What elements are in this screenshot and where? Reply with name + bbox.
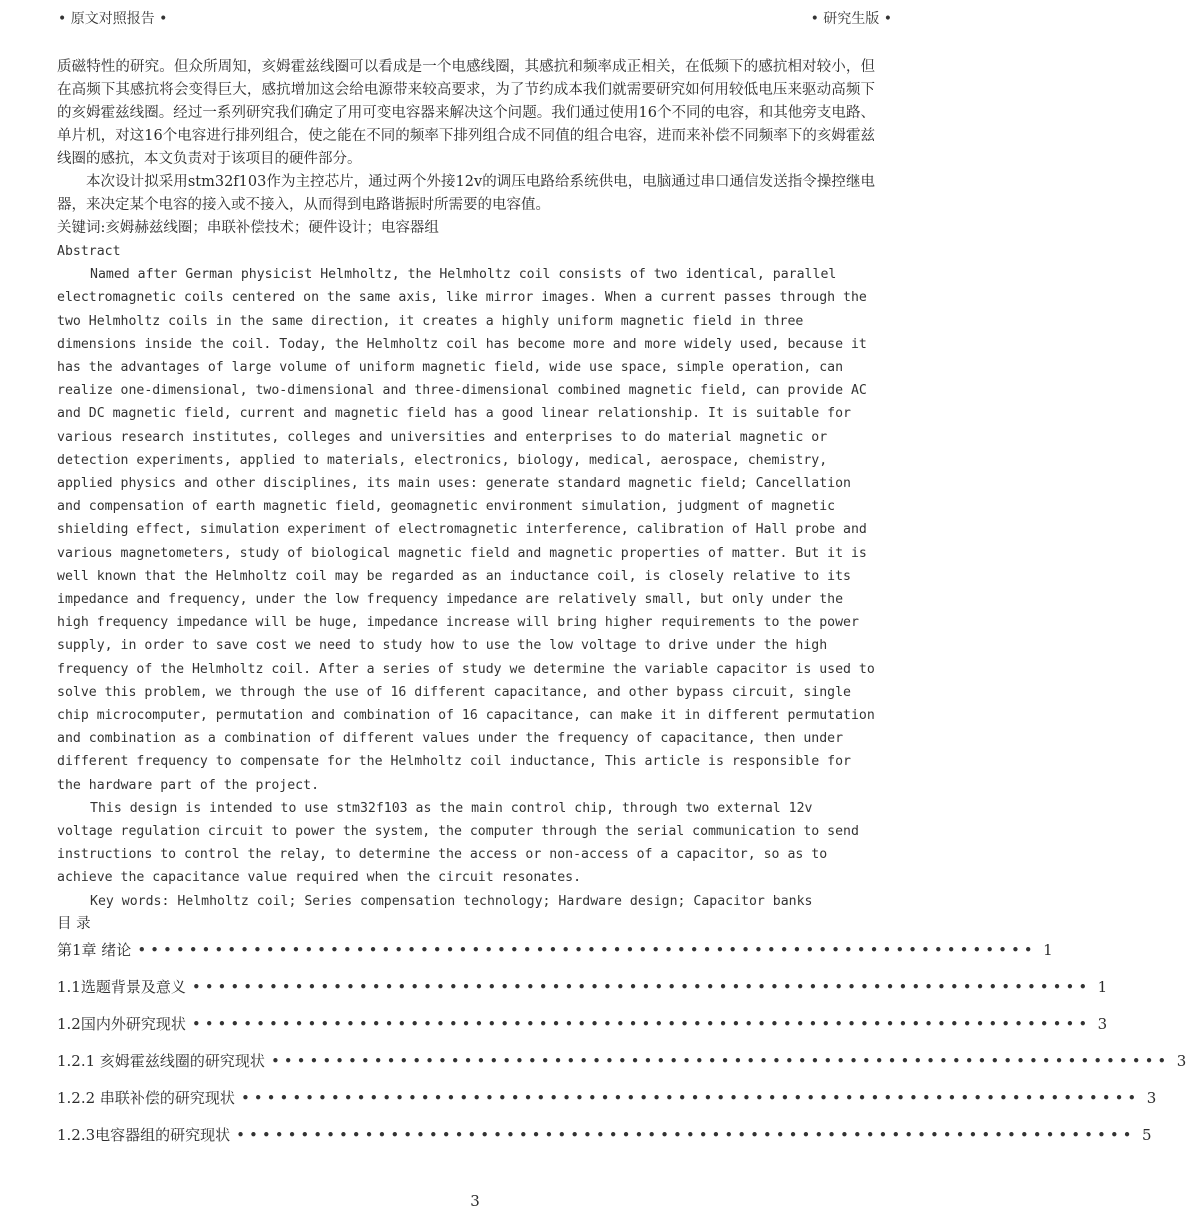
toc-entry-label: 第1章 绪论 <box>57 940 132 959</box>
page-header <box>58 8 892 30</box>
toc-entry-page: 3 <box>1176 1051 1186 1070</box>
toc-leader-dots: •••••••••••••••••••••••••••••••••••••••••••••••••••••••••••••••••••••• <box>270 1051 1171 1070</box>
header-report-label: • 原文对照报告 • <box>58 11 168 27</box>
toc-leader-dots: •••••••••••••••••••••••••••••••••••••••••••••••••••••••••••••••••••••• <box>137 940 1037 959</box>
chinese-paragraph-2: 本次设计拟采用stm32f103作为主控芯片，通过两个外接12v的调压电路给系统供电，电脑通过串口通信发送指令操控继电器，来决定某个电容的接入或不接入，从而得到电路谐振时所需要的电容值。 <box>57 174 875 213</box>
toc-entry <box>57 1087 1157 1124</box>
toc-entry-page: 1 <box>1097 977 1108 996</box>
table-of-contents <box>57 939 1186 1161</box>
english-paragraph-2: This design is intended to use stm32f103 as the main control chip, through two external 12v voltage regulation circuit to power the system, the computer through the serial communication to send instructions to control the relay, to determine the access or non-access of a capacitor, so as to achieve the capacitance value required when the circuit resonates. <box>57 800 859 886</box>
document-body <box>57 56 1186 1161</box>
english-paragraph-1: Named after German physicist Helmholtz, the Helmholtz coil consists of two identical, parallel electromagnetic coils centered on the same axis, like mirror images. When a current passes through the two Helmholtz coils in the same direction, it creates a highly uniform magnetic field in three dimensions inside the coil. Today, the Helmholtz coil has become more and more widely used, because it has the advantages of large volume of uniform magnetic field, wide use space, simple operation, can realize one-dimensional, two-dimensional and three-dimensional combined magnetic field, can provide AC and DC magnetic field, current and magnetic field has a good linear relationship. It is suitable for various research institutes, colleges and universities and enterprises to do material magnetic or detection experiments, applied to materials, electronics, biology, medical, aerospace, chemistry, applied physics and other disciplines, its main uses: generate standard magnetic field; Cancellation and compensation of earth magnetic field, geomagnetic environment simulation, judgment of magnetic shielding effect, simulation experiment of electromagnetic interference, calibration of Hall probe and various magnetometers, study of biological magnetic field and magnetic properties of matter. But it is well known that the Helmholtz coil may be regarded as an inductance coil, is closely relative to its impedance and frequency, under the low frequency impedance are relatively small, but only under the high frequency impedance will be huge, impedance increase will bring higher requirements to the power supply, in order to save cost we need to study how to use the low voltage to drive under the high frequency of the Helmholtz coil. After a series of study we determine the variable capacitor is used to solve this problem, we through the use of 16 different capacitance, and other bypass circuit, single chip microcomputer, permutation and combination of 16 capacitance, can make it in different permutation and combination as a combination of different values under the frequency of capacitance, then under different frequency to compensate for the Helmholtz coil inductance, This article is responsible for the hardware part of the project. <box>57 267 875 793</box>
header-edition-label: • 研究生版 • <box>810 11 892 27</box>
toc-leader-dots: •••••••••••••••••••••••••••••••••••••••••••••••••••••••••••••••••••••• <box>191 1014 1092 1033</box>
toc-entry-page: 3 <box>1146 1088 1157 1107</box>
toc-entry-label: 1.2.1 亥姆霍兹线圈的研究现状 <box>57 1051 265 1070</box>
toc-entry-label: 1.2.2 串联补偿的研究现状 <box>57 1088 235 1107</box>
toc-leader-dots: •••••••••••••••••••••••••••••••••••••••••••••••••••••••••••••••••••••• <box>240 1088 1141 1107</box>
toc-title: 目 录 <box>57 915 91 932</box>
toc-entry-page: 1 <box>1043 940 1053 959</box>
toc-entry-label: 1.2.3电容器组的研究现状 <box>57 1125 231 1144</box>
abstract-heading: Abstract <box>57 244 121 259</box>
toc-leader-dots: •••••••••••••••••••••••••••••••••••••••••••••••••••••••••••••••••••••• <box>236 1125 1136 1144</box>
toc-entry <box>57 939 1053 976</box>
page-number: 3 <box>470 1192 480 1210</box>
english-keywords: Key words: Helmholtz coil; Series compensation technology; Hardware design; Capacitor banks <box>90 893 813 909</box>
toc-leader-dots: •••••••••••••••••••••••••••••••••••••••••••••••••••••••••••••••••••••• <box>191 977 1092 996</box>
toc-entry-label: 1.2国内外研究现状 <box>57 1014 186 1033</box>
toc-entry <box>57 1124 1152 1161</box>
chinese-paragraph-1: 质磁特性的研究。但众所周知，亥姆霍兹线圈可以看成是一个电感线圈，其感抗和频率成正相关，在低频下的感抗相对较小，但在高频下其感抗将会变得巨大，感抗增加这会给电源带来较高要求，为了节约成本我们就需要研究如何用较低电压来驱动高频下的亥姆霍兹线圈。经过一系列研究我们确定了用可变电容器来解决这个问题。我们通过使用16个不同的电容，和其他旁支电路、单片机，对这16个电容进行排列组合，使之能在不同的频率下排列组合成不同值的组合电容，进而来补偿不同频率下的亥姆霍兹线圈的感抗，本文负责对于该项目的硬件部分。 <box>57 59 875 167</box>
toc-entry-label: 1.1选题背景及意义 <box>57 977 186 996</box>
chinese-keywords: 关键词:亥姆赫兹线圈；串联补偿技术；硬件设计；电容器组 <box>57 220 439 236</box>
toc-entry <box>57 1050 1186 1087</box>
toc-entry <box>57 976 1108 1013</box>
toc-entry <box>57 1013 1108 1050</box>
toc-entry-page: 5 <box>1141 1125 1152 1144</box>
toc-entry-page: 3 <box>1097 1014 1108 1033</box>
